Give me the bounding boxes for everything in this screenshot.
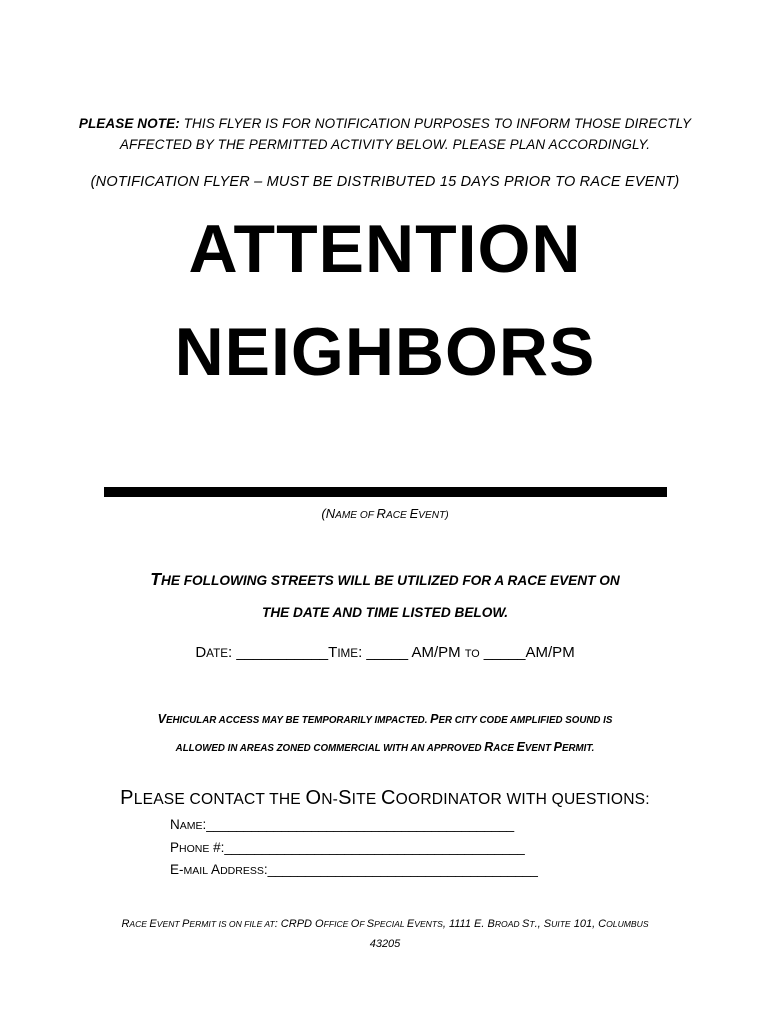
vehicular-notice-line-1 — [0, 706, 770, 734]
time-label-part: IME — [337, 647, 359, 660]
permit-part: S — [522, 918, 530, 930]
caption-part: VENT) — [418, 510, 449, 521]
contact-part: S — [338, 787, 352, 809]
caption-part: E — [409, 506, 419, 521]
date-label-part: ATE — [206, 647, 229, 660]
permit-part: O — [350, 918, 360, 930]
time-label-part: T — [328, 644, 338, 661]
phone-label-part: HONE — [179, 843, 210, 855]
contact-part: P — [120, 787, 134, 809]
vehicular-access-notice — [0, 706, 770, 762]
vehicular-part: V — [157, 712, 166, 726]
permit-part: ACE — [129, 919, 150, 929]
contact-part: LEASE CONTACT THE — [133, 791, 306, 808]
permit-part: , 1111 E. B — [442, 918, 495, 930]
permit-part: 101, C — [570, 918, 607, 930]
permit-part: ERMIT IS ON FILE AT — [189, 919, 275, 929]
phone-label-part: P — [170, 840, 180, 855]
contact-coordinator-heading — [0, 787, 770, 810]
vehicular-part: P — [430, 712, 439, 726]
end-time-blank: _____AM/PM — [479, 644, 575, 661]
vehicular-part: EHICULAR ACCESS MAY BE TEMPORARILY IMPACTED. — [165, 715, 431, 726]
start-time-blank: : _____ AM/PM — [358, 644, 465, 661]
date-blank: : ___________ — [228, 644, 329, 661]
event-name-caption — [0, 506, 770, 521]
caption-part: R — [376, 506, 386, 521]
streets-notice-line-2: THE DATE AND TIME LISTED BELOW. — [261, 605, 509, 620]
streets-notice-line-1 — [0, 563, 770, 597]
caption-part: AME OF — [335, 510, 377, 521]
permit-part: E — [406, 918, 415, 930]
email-label-part: E- — [170, 862, 184, 877]
permit-part: VENT — [156, 919, 183, 929]
vehicular-part: E — [516, 740, 525, 754]
notification-flyer-text: (NOTIFICATION FLYER – MUST BE DISTRIBUTED 15 DAYS PRIOR TO RACE EVENT) — [90, 174, 680, 190]
to-label: TO — [464, 648, 480, 660]
permit-part: T — [529, 919, 535, 929]
contact-part: O — [305, 787, 322, 809]
contact-part: N- — [321, 791, 339, 808]
permit-footer-zip: 43205 — [369, 938, 401, 950]
date-label-part: D — [195, 644, 207, 661]
please-note-label: PLEASE NOTE: — [78, 116, 180, 131]
contact-part: ITE — [351, 791, 382, 808]
streets-part: HE FOLLOWING STREETS WILL BE UTILIZED FOR A RACE EVENT ON — [160, 573, 620, 588]
streets-part: T — [150, 569, 161, 589]
vehicular-part: R — [484, 740, 494, 754]
vehicular-part: P — [553, 740, 562, 754]
vehicular-part: ER CITY CODE AMPLIFIED SOUND IS — [438, 715, 613, 726]
email-label-part: A — [208, 862, 221, 877]
event-name-blank-line — [104, 487, 667, 497]
contact-part: C — [381, 787, 396, 809]
caption-part: ACE — [385, 510, 410, 521]
email-label-part: MAIL — [183, 865, 209, 877]
vehicular-notice-line-2 — [0, 734, 770, 762]
permit-part: P — [182, 918, 190, 930]
permit-part: OLUMBUS — [606, 919, 649, 929]
permit-part: UITE — [551, 919, 571, 929]
permit-part: VENTS — [414, 919, 443, 929]
vehicular-part: ACE — [493, 743, 517, 754]
name-blank: :_________________________________________ — [202, 817, 515, 832]
permit-part: R — [121, 918, 130, 930]
vehicular-part: ERMIT. — [561, 743, 595, 754]
coordinator-phone-field — [170, 840, 525, 855]
streets-notice — [0, 563, 770, 629]
permit-footer-line-1 — [0, 914, 770, 934]
phone-blank: #:________________________________________ — [209, 840, 525, 855]
vehicular-part: ALLOWED IN AREAS ZONED COMMERCIAL WITH AN APPROVED — [175, 743, 485, 754]
date-time-line — [0, 644, 770, 661]
coordinator-name-field — [170, 817, 514, 832]
vehicular-part: VENT — [524, 743, 554, 754]
permit-part: ROAD — [494, 919, 522, 929]
permit-on-file-footer — [0, 914, 770, 954]
permit-part: ., S — [534, 918, 552, 930]
please-note-text: THIS FLYER IS FOR NOTIFICATION PURPOSES TO INFORM THOSE DIRECTLY — [179, 116, 692, 131]
permit-part: S — [366, 918, 375, 930]
coordinator-email-field — [170, 862, 538, 877]
name-label-part: AME — [179, 820, 203, 832]
name-label-part: N — [170, 817, 180, 832]
email-blank: :____________________________________ — [263, 862, 538, 877]
please-note-line-2: AFFECTED BY THE PERMITTED ACTIVITY BELOW. PLEASE PLAN ACCORDINGLY. — [119, 137, 651, 152]
permit-part: : CRPD O — [274, 918, 324, 930]
please-note-paragraph — [0, 113, 770, 155]
permit-part: PECIAL — [374, 919, 407, 929]
permit-part: E — [149, 918, 157, 930]
please-note-line-1 — [0, 113, 770, 134]
permit-part: F — [359, 919, 367, 929]
contact-part: OORDINATOR WITH QUESTIONS: — [395, 791, 650, 808]
headline-neighbors: NEIGHBORS — [174, 314, 596, 390]
permit-part: FFICE — [323, 919, 351, 929]
caption-part: (N — [321, 506, 336, 521]
headline-attention: ATTENTION — [188, 211, 582, 287]
email-label-part: DDRESS — [220, 865, 264, 877]
